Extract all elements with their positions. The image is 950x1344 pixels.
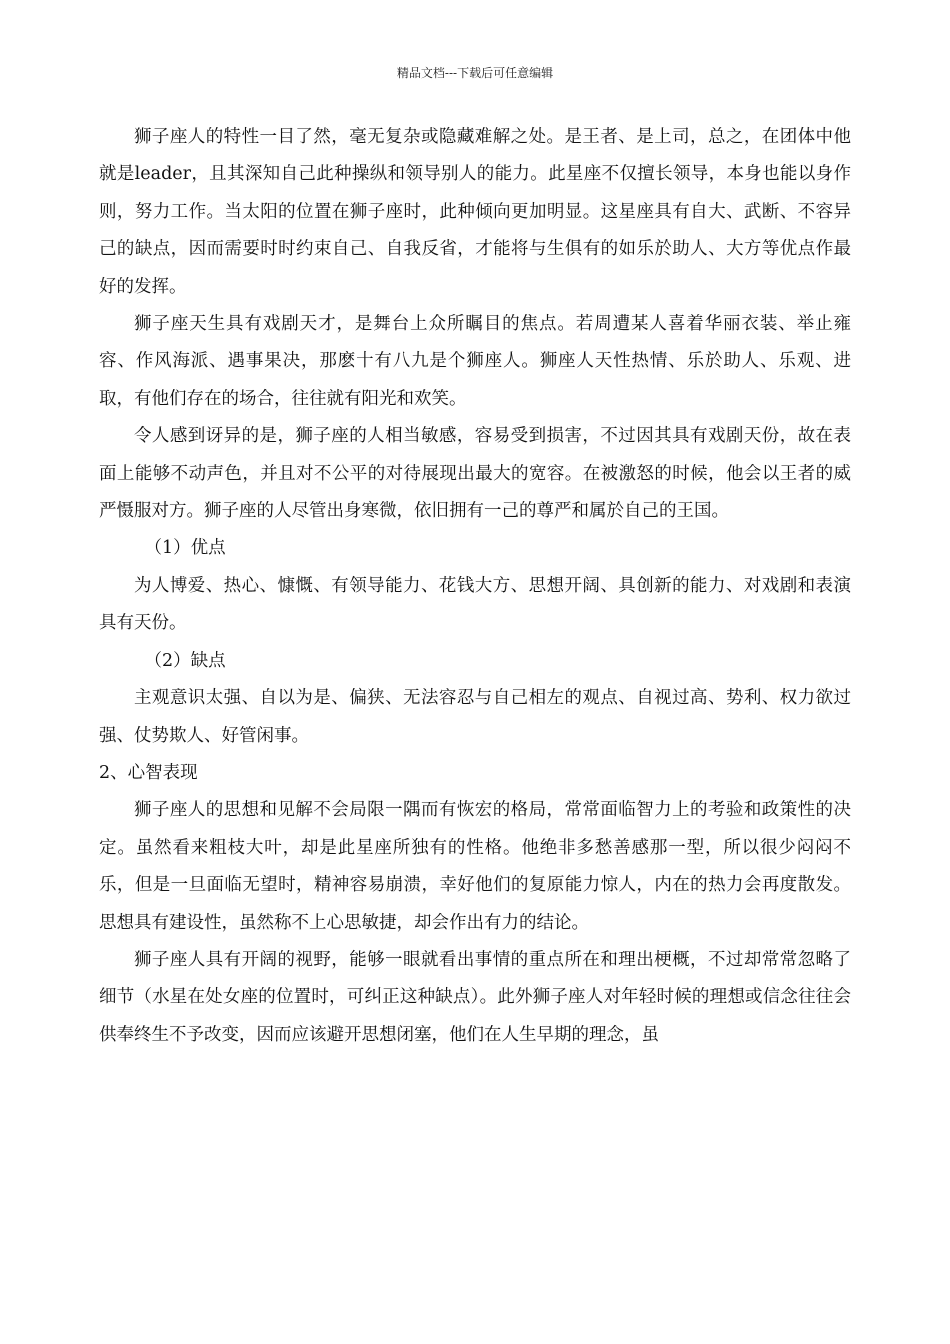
document-body <box>99 119 851 1054</box>
paragraph-strengths: 为人博爱、热心、慷慨、有领导能力、花钱大方、思想开阔、具创新的能力、对戏剧和表演具有天份。 <box>99 575 851 634</box>
paragraph-mind-1: 狮子座人的思想和见解不会局限一隅而有恢宏的格局，常常面临智力上的考验和政策性的决定。虽然看来粗枝大叶，却是此星座所独有的性格。他绝非多愁善感那一型，所以很少闷闷不乐，但是一旦面临无望时，精神容易崩溃，幸好他们的复原能力惊人，内在的热力会再度散发。思想具有建设性，虽然称不上心思敏捷，却会作出有力的结论。 <box>99 800 851 933</box>
paragraph-mind-2: 狮子座人具有开阔的视野，能够一眼就看出事情的重点所在和理出梗概，不过却常常忽略了细节（水星在处女座的位置时，可纠正这种缺点）。此外狮子座人对年轻时候的理想或信念往往会供奉终生不予改变，因而应该避开思想闭塞，他们在人生早期的理念，虽 <box>99 949 851 1045</box>
paragraph-drama-talent: 狮子座天生具有戏剧天才，是舞台上众所瞩目的焦点。若周遭某人喜着华丽衣装、举止雍容、作风海派、遇事果决，那麽十有八九是个狮座人。狮座人天性热情、乐於助人、乐观、进取，有他们存在的场合，往往就有阳光和欢笑。 <box>99 314 851 409</box>
paragraph-weaknesses: 主观意识太强、自以为是、偏狭、无法容忍与自己相左的观点、自视过高、势利、权力欲过强、仗势欺人、好管闲事。 <box>99 688 851 746</box>
subheading-strengths: （1）优点 <box>144 538 226 559</box>
page-header: 精品文档---下载后可任意编辑 <box>396 66 554 80</box>
paragraph-sensitivity: 令人感到讶异的是，狮子座的人相当敏感，容易受到损害，不过因其具有戏剧天份，故在表面上能够不动声色，并且对不公平的对待展现出最大的宽容。在被激怒的时候，他会以王者的威严慑服对方。狮子座的人尽管出身寒微，依旧拥有一己的尊严和属於自己的王国。 <box>99 426 851 522</box>
paragraph-traits-overview: 狮子座人的特性一目了然，毫无复杂或隐藏难解之处。是王者、是上司，总之，在团体中他就是leader，且其深知自己此种操纵和领导别人的能力。此星座不仅擅长领导，本身也能以身作则，努力工作。当太阳的位置在狮子座时，此种倾向更加明显。这星座具有自大、武断、不容异己的缺点，因而需要时时约束自己、自我反省，才能将与生俱有的如乐於助人、大方等优点作最好的发挥。 <box>99 127 851 297</box>
section-heading-mind: 2、心智表现 <box>99 762 198 783</box>
subheading-weaknesses: （2）缺点 <box>144 650 226 671</box>
